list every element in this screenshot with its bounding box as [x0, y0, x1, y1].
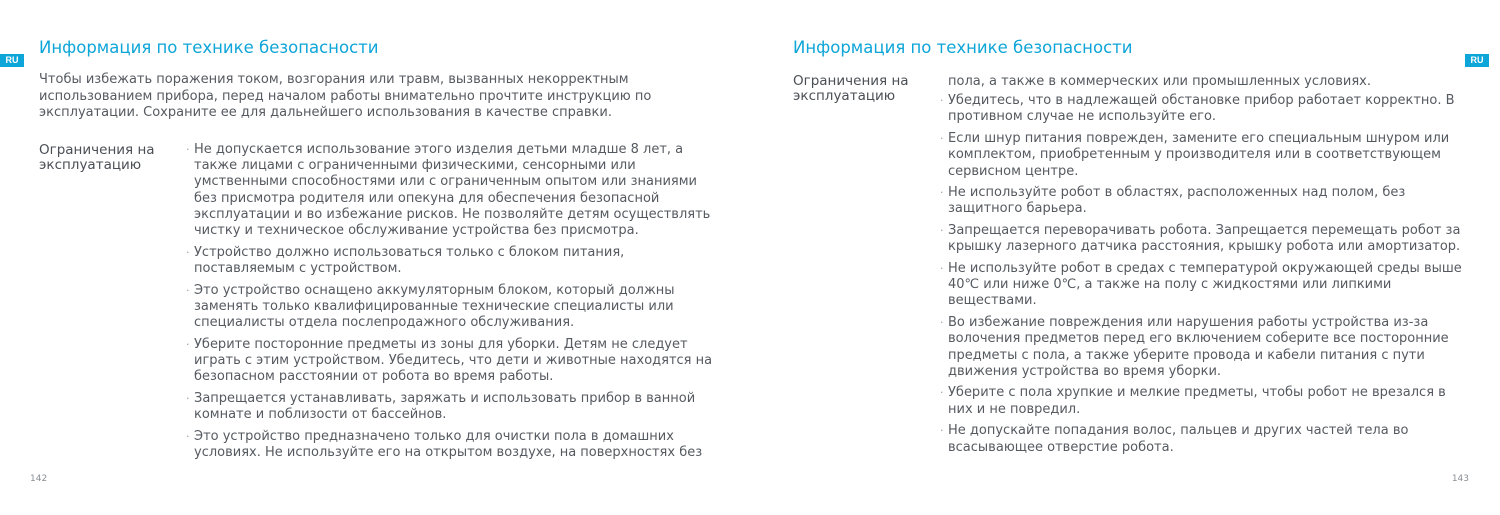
list-item: · Это устройство предназначено только для очистки пола в домашних условиях. Не используйте его на открытом воздухе, на поверхностях без: [186, 429, 721, 461]
language-tab: RU: [0, 54, 24, 67]
page-title: Информация по технике безопасности: [793, 38, 1133, 57]
list-item: · Не допускается использование этого изделия детьми младше 8 лет, а также лицами с ограниченными физическими, сенсорными или умственными способностями или с ограниченным опытом или знаниями без присмотра родителя или опекуна для обеспечения безопасной эксплуатации и во избежание рисков. Не позволяйте детям осуществлять чистку и техническое обслуживание устройства без присмотра.: [186, 142, 721, 239]
list-item: · Устройство должно использоваться только с блоком питания, поставляемым с устройством.: [186, 245, 721, 277]
list-item: · Запрещается устанавливать, заряжать и использовать прибор в ванной комнате и поблизости от бассейнов.: [186, 391, 721, 423]
list-item: · Уберите посторонние предметы из зоны для уборки. Детям не следует играть с этим устройством. Убедитесь, что дети и животные находятся на безопасном расстоянии от робота во время работы.: [186, 337, 721, 386]
list-item: · Если шнур питания поврежден, замените его специальным шнуром или комплектом, приобретенным у производителя или в соответствующем сервисном центре.: [940, 131, 1465, 180]
list-item: · Не допускайте попадания волос, пальцев и других частей тела во всасывающее отверстие робота.: [940, 423, 1465, 455]
list-item: · Это устройство оснащено аккумуляторным блоком, который должны заменять только квалифицированные технические специалисты или специалисты отдела послепродажного обслуживания.: [186, 283, 721, 332]
right-page: [750, 0, 1500, 515]
intro-paragraph: Чтобы избежать поражения током, возгорания или травм, вызванных некорректным использованием прибора, перед началом работы внимательно прочтите инструкцию по эксплуатации. Сохраните ее для дальнейшего использования в качестве справки.: [39, 72, 652, 120]
page-number: 142: [30, 474, 48, 484]
page-number: 143: [1451, 474, 1469, 484]
page-title: Информация по технике безопасности: [39, 38, 379, 57]
section-label: Ограничения на эксплуатацию: [793, 73, 909, 104]
list-item: · Уберите с пола хрупкие и мелкие предметы, чтобы робот не врезался в них и не повредил.: [940, 385, 1465, 417]
list-item: · Не используйте робот в областях, расположенных над полом, без защитного барьера.: [940, 185, 1465, 217]
list-item-continuation: пола, а также в коммерческих или промышленных условиях.: [948, 74, 1372, 89]
list-item: · Убедитесь, что в надлежащей обстановке прибор работает корректно. В противном случае не используйте его.: [940, 93, 1465, 125]
list-item: · Во избежание повреждения или нарушения работы устройства из-за волочения предметов перед его включением соберите все посторонние предметы с пола, а также уберите провода и кабели питания с пути движения устройства во время уборки.: [940, 315, 1465, 380]
language-tab: RU: [1465, 54, 1489, 67]
safety-list: [940, 74, 1465, 461]
list-item: · Запрещается переворачивать робота. Запрещается перемещать робот за крышку лазерного датчика расстояния, крышку робота или амортизатор.: [940, 223, 1465, 255]
safety-list: [186, 142, 721, 467]
section-label: Ограничения на эксплуатацию: [39, 142, 155, 173]
list-item: · Не используйте робот в средах с температурой окружающей среды выше 40℃ или ниже 0℃, а также на полу с жидкостями или липкими веществами.: [940, 261, 1465, 310]
